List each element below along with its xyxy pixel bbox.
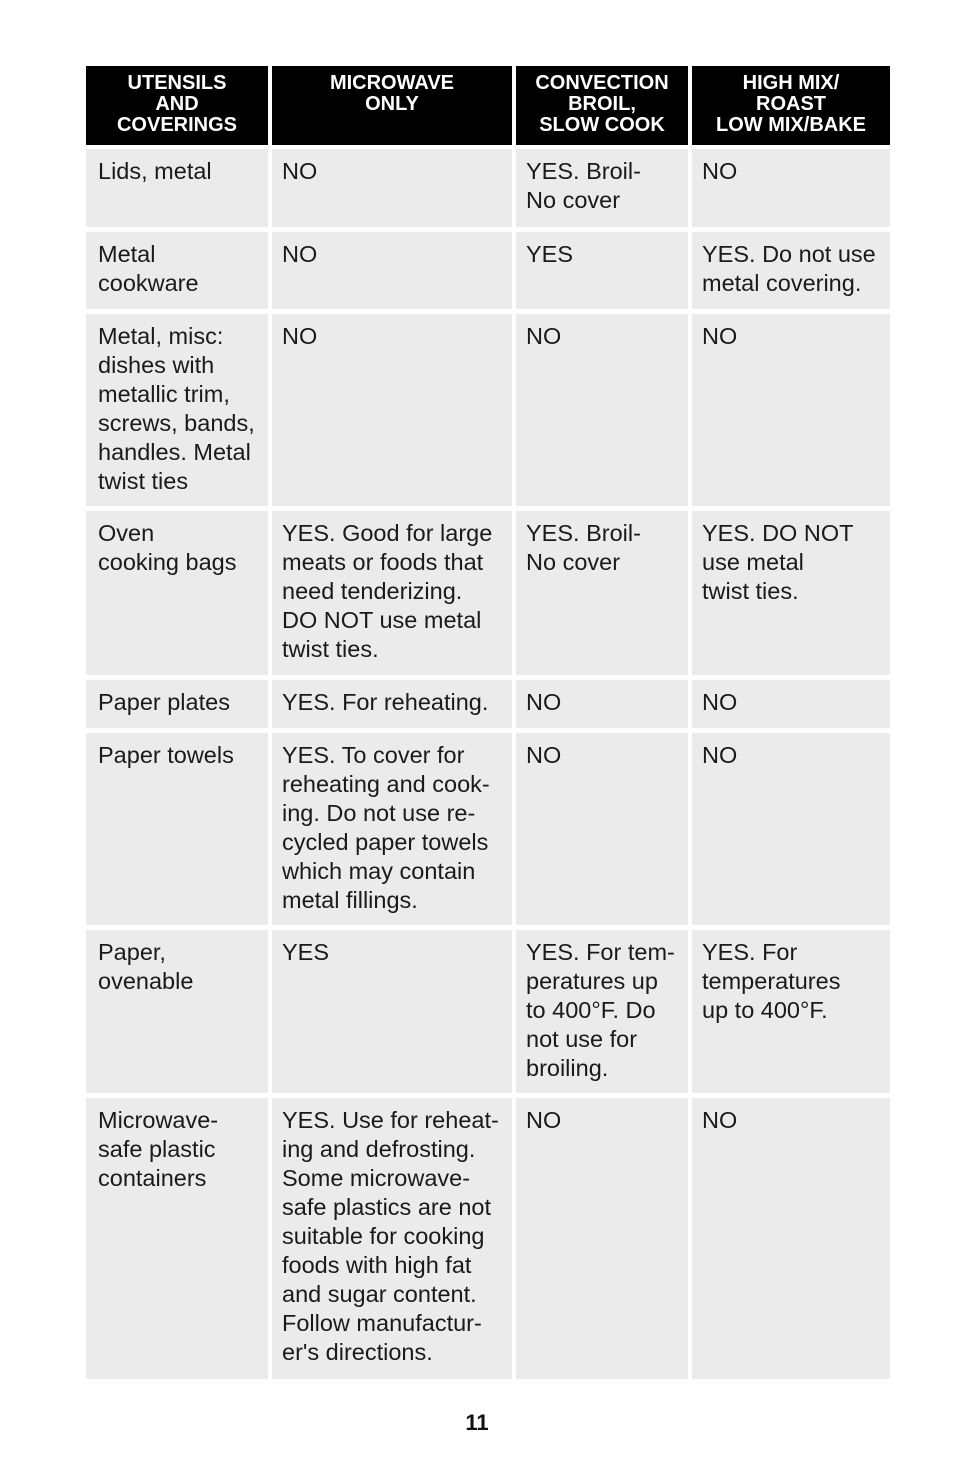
utensil-cell: Lids, metal	[86, 149, 268, 227]
convection-cell: YES. Broil- No cover	[516, 149, 688, 227]
microwave-only-cell: YES. For reheating.	[272, 680, 512, 728]
utensil-cell: Paper towels	[86, 733, 268, 925]
microwave-only-cell: YES. Good for large meats or foods that need tenderizing. DO NOT use metal twist ties.	[272, 511, 512, 675]
table-header-row	[86, 66, 890, 145]
utensil-cell: Metal, misc: dishes with metallic trim, screws, bands, handles. Metal twist ties	[86, 314, 268, 506]
microwave-only-cell: YES. To cover for reheating and cook- ing. Do not use re- cycled paper towels which may contain metal fillings.	[272, 733, 512, 925]
table-row	[86, 680, 890, 728]
utensil-cell: Metal cookware	[86, 232, 268, 309]
high-mix-cell: NO	[692, 680, 890, 728]
high-mix-cell: YES. Do not use metal covering.	[692, 232, 890, 309]
microwave-only-cell: NO	[272, 314, 512, 506]
header-high-mix-roast-low-mix-bake: HIGH MIX/ ROAST LOW MIX/BAKE	[692, 66, 890, 145]
utensil-cell: Paper, ovenable	[86, 930, 268, 1093]
table-row	[86, 314, 890, 506]
table-row	[86, 149, 890, 227]
convection-cell: NO	[516, 1098, 688, 1379]
utensil-cell: Paper plates	[86, 680, 268, 728]
utensils-table	[86, 66, 890, 1384]
microwave-only-cell: YES. Use for reheat- ing and defrosting. Some microwave- safe plastics are not suitable for cooking foods with high fat and sugar content. Follow manufactur- er's directions.	[272, 1098, 512, 1379]
high-mix-cell: NO	[692, 314, 890, 506]
convection-cell: YES. For tem- peratures up to 400°F. Do not use for broiling.	[516, 930, 688, 1093]
high-mix-cell: NO	[692, 149, 890, 227]
microwave-only-cell: NO	[272, 149, 512, 227]
page-number: 11	[465, 1410, 489, 1435]
header-convection-broil-slow-cook: CONVECTION BROIL, SLOW COOK	[516, 66, 688, 145]
table-row	[86, 930, 890, 1093]
convection-cell: YES	[516, 232, 688, 309]
table-row	[86, 1098, 890, 1379]
convection-cell: NO	[516, 733, 688, 925]
microwave-only-cell: NO	[272, 232, 512, 309]
microwave-only-cell: YES	[272, 930, 512, 1093]
high-mix-cell: NO	[692, 1098, 890, 1379]
high-mix-cell: YES. For temperatures up to 400°F.	[692, 930, 890, 1093]
table-row	[86, 733, 890, 925]
convection-cell: NO	[516, 680, 688, 728]
header-microwave-only: MICROWAVE ONLY	[272, 66, 512, 145]
header-utensils-coverings: UTENSILS AND COVERINGS	[86, 66, 268, 145]
utensil-cell: Microwave- safe plastic containers	[86, 1098, 268, 1379]
high-mix-cell: YES. DO NOT use metal twist ties.	[692, 511, 890, 675]
utensil-cell: Oven cooking bags	[86, 511, 268, 675]
table-row	[86, 511, 890, 675]
high-mix-cell: NO	[692, 733, 890, 925]
table-row	[86, 232, 890, 309]
convection-cell: YES. Broil- No cover	[516, 511, 688, 675]
convection-cell: NO	[516, 314, 688, 506]
